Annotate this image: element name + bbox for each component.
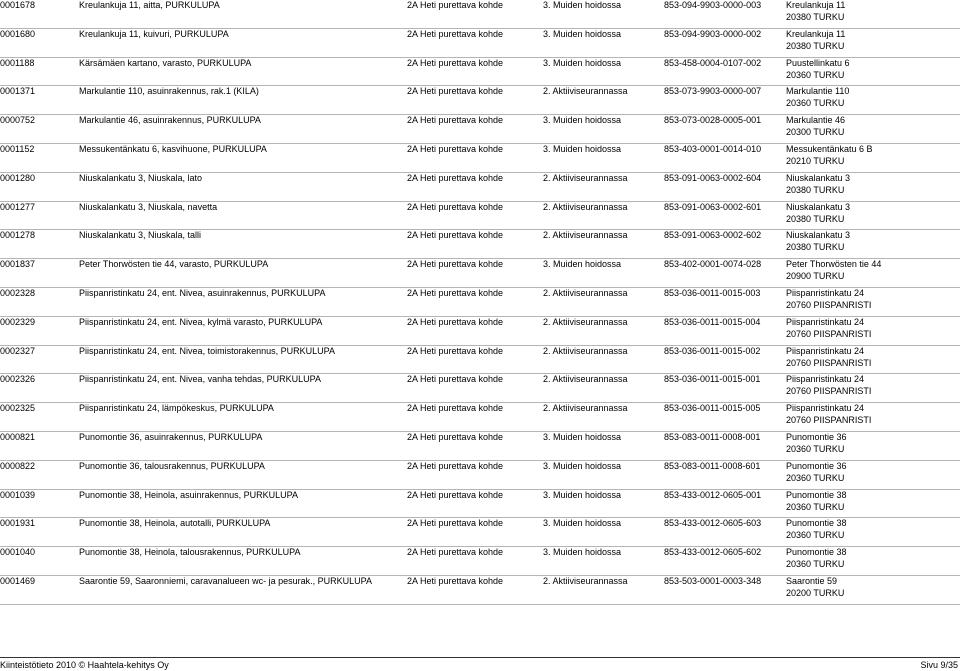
street-address: Piispanristinkatu 24: [786, 345, 865, 356]
demolition-status: 2A Heti purettava kohde: [407, 316, 504, 327]
maintenance-group: 3. Muiden hoidossa: [543, 143, 622, 154]
table-row: [0, 86, 960, 115]
property-name: Niuskalankatu 3, Niuskala, navetta: [79, 201, 218, 212]
table-row: [0, 317, 960, 346]
street-address: Piispanristinkatu 24: [786, 403, 865, 414]
demolition-status: 2A Heti purettava kohde: [407, 259, 504, 270]
demolition-status: 2A Heti purettava kohde: [407, 403, 504, 414]
demolition-status: 2A Heti purettava kohde: [407, 431, 504, 442]
property-name: Piispanristinkatu 24, lämpökeskus, PURKULUPA: [79, 403, 274, 414]
property-name: Markulantie 46, asuinrakennus, PURKULUPA: [79, 115, 261, 126]
table-row: [0, 490, 960, 519]
property-code: 853-433-0012-0605-602: [664, 547, 762, 558]
property-name: Kreulankuja 11, kuivuri, PURKULUPA: [79, 28, 229, 39]
table-row: [0, 461, 960, 490]
table-row: [0, 29, 960, 58]
property-code: 853-433-0012-0605-603: [664, 518, 762, 529]
property-id: 0001278: [0, 230, 36, 241]
postal-address: 20210 TURKU: [786, 155, 845, 166]
maintenance-group: 3. Muiden hoidossa: [543, 547, 622, 558]
table-row: [0, 518, 960, 547]
property-code: 853-073-0028-0005-001: [664, 115, 762, 126]
street-address: Puustellinkatu 6: [786, 57, 850, 68]
property-name: Peter Thorwösten tie 44, varasto, PURKULUPA: [79, 259, 269, 270]
maintenance-group: 2. Aktiiviseurannassa: [543, 230, 628, 241]
table-row: [0, 259, 960, 288]
property-id: 0001678: [0, 0, 36, 10]
demolition-status: 2A Heti purettava kohde: [407, 0, 504, 10]
street-address: Piispanristinkatu 24: [786, 374, 865, 385]
postal-address: 20760 PIISPANRISTI: [786, 386, 872, 397]
postal-address: 20360 TURKU: [786, 501, 845, 512]
table-row: [0, 58, 960, 87]
property-id: 0001040: [0, 547, 36, 558]
property-name: Kärsämäen kartano, varasto, PURKULUPA: [79, 57, 252, 68]
demolition-status: 2A Heti purettava kohde: [407, 547, 504, 558]
property-id: 0001837: [0, 259, 36, 270]
street-address: Messukentänkatu 6 B: [786, 143, 873, 154]
street-address: Markulantie 46: [786, 115, 846, 126]
property-name: Piispanristinkatu 24, ent. Nivea, asuinrakennus, PURKULUPA: [79, 287, 326, 298]
property-code: 853-091-0063-0002-604: [664, 172, 762, 183]
property-name: Piispanristinkatu 24, ent. Nivea, kylmä varasto, PURKULUPA: [79, 316, 323, 327]
maintenance-group: 3. Muiden hoidossa: [543, 57, 622, 68]
street-address: Piispanristinkatu 24: [786, 316, 865, 327]
street-address: Peter Thorwösten tie 44: [786, 259, 882, 270]
table-row: [0, 403, 960, 432]
property-id: 0002328: [0, 287, 36, 298]
property-id: 0002327: [0, 345, 36, 356]
demolition-status: 2A Heti purettava kohde: [407, 575, 504, 586]
demolition-status: 2A Heti purettava kohde: [407, 143, 504, 154]
property-code: 853-094-9903-0000-002: [664, 28, 762, 39]
demolition-status: 2A Heti purettava kohde: [407, 518, 504, 529]
property-code: 853-036-0011-0015-003: [664, 287, 761, 298]
property-id: 0001039: [0, 489, 36, 500]
property-id: 0000821: [0, 431, 36, 442]
street-address: Piispanristinkatu 24: [786, 287, 865, 298]
maintenance-group: 2. Aktiiviseurannassa: [543, 201, 628, 212]
property-code: 853-073-9903-0000-007: [664, 86, 762, 97]
demolition-status: 2A Heti purettava kohde: [407, 489, 504, 500]
table-row: [0, 288, 960, 317]
maintenance-group: 2. Aktiiviseurannassa: [543, 575, 628, 586]
property-id: 0002329: [0, 316, 36, 327]
postal-address: 20900 TURKU: [786, 271, 845, 282]
property-id: 0001680: [0, 28, 36, 39]
property-code: 853-083-0011-0008-601: [664, 460, 761, 471]
table-row: [0, 346, 960, 375]
street-address: Punomontie 38: [786, 489, 847, 500]
demolition-status: 2A Heti purettava kohde: [407, 460, 504, 471]
street-address: Punomontie 36: [786, 460, 847, 471]
street-address: Punomontie 36: [786, 431, 847, 442]
postal-address: 20760 PIISPANRISTI: [786, 357, 872, 368]
footer-divider: [0, 657, 960, 658]
property-code: 853-083-0011-0008-001: [664, 431, 761, 442]
property-code: 853-458-0004-0107-002: [664, 57, 762, 68]
postal-address: 20300 TURKU: [786, 127, 845, 138]
demolition-status: 2A Heti purettava kohde: [407, 287, 504, 298]
property-code: 853-036-0011-0015-001: [664, 374, 761, 385]
demolition-status: 2A Heti purettava kohde: [407, 201, 504, 212]
property-name: Piispanristinkatu 24, ent. Nivea, toimistorakennus, PURKULUPA: [79, 345, 335, 356]
demolition-status: 2A Heti purettava kohde: [407, 28, 504, 39]
maintenance-group: 3. Muiden hoidossa: [543, 0, 622, 10]
postal-address: 20380 TURKU: [786, 213, 845, 224]
maintenance-group: 3. Muiden hoidossa: [543, 460, 622, 471]
property-name: Saarontie 59, Saaronniemi, caravanalueen wc- ja pesurak., PURKULUPA: [79, 575, 372, 586]
postal-address: 20380 TURKU: [786, 184, 845, 195]
demolition-status: 2A Heti purettava kohde: [407, 57, 504, 68]
page-footer: [0, 657, 960, 671]
street-address: Punomontie 38: [786, 547, 847, 558]
property-code: 853-403-0001-0014-010: [664, 143, 762, 154]
postal-address: 20380 TURKU: [786, 40, 845, 51]
property-id: 0002326: [0, 374, 36, 385]
property-name: Punomontie 38, Heinola, autotalli, PURKULUPA: [79, 518, 271, 529]
property-id: 0002325: [0, 403, 36, 414]
maintenance-group: 2. Aktiiviseurannassa: [543, 287, 628, 298]
property-id: 0001371: [0, 86, 36, 97]
page-number: Sivu 9/35: [920, 660, 958, 670]
demolition-status: 2A Heti purettava kohde: [407, 172, 504, 183]
maintenance-group: 2. Aktiiviseurannassa: [543, 403, 628, 414]
maintenance-group: 3. Muiden hoidossa: [543, 518, 622, 529]
postal-address: 20360 TURKU: [786, 530, 845, 541]
street-address: Kreulankuja 11: [786, 28, 846, 39]
property-code: 853-402-0001-0074-028: [664, 259, 762, 270]
table-row: [0, 374, 960, 403]
property-name: Markulantie 110, asuinrakennus, rak.1 (KILA): [79, 86, 259, 97]
postal-address: 20360 TURKU: [786, 98, 845, 109]
property-code: 853-503-0001-0003-348: [664, 575, 762, 586]
maintenance-group: 2. Aktiiviseurannassa: [543, 345, 628, 356]
postal-address: 20760 PIISPANRISTI: [786, 415, 872, 426]
property-id: 0001931: [0, 518, 36, 529]
maintenance-group: 3. Muiden hoidossa: [543, 28, 622, 39]
property-code: 853-036-0011-0015-004: [664, 316, 761, 327]
property-id: 0001152: [0, 143, 35, 154]
maintenance-group: 3. Muiden hoidossa: [543, 115, 622, 126]
postal-address: 20380 TURKU: [786, 242, 845, 253]
postal-address: 20760 PIISPANRISTI: [786, 299, 872, 310]
postal-address: 20360 TURKU: [786, 472, 845, 483]
table-row: [0, 432, 960, 461]
property-code: 853-091-0063-0002-601: [664, 201, 762, 212]
property-code: 853-094-9903-0000-003: [664, 0, 762, 10]
maintenance-group: 3. Muiden hoidossa: [543, 489, 622, 500]
table-row: [0, 576, 960, 605]
street-address: Kreulankuja 11: [786, 0, 846, 10]
street-address: Niuskalankatu 3: [786, 172, 851, 183]
table-row: [0, 547, 960, 576]
street-address: Punomontie 38: [786, 518, 847, 529]
postal-address: 20360 TURKU: [786, 69, 845, 80]
table-row: [0, 230, 960, 259]
footer-copyright: Kiinteistötieto 2010 © Haahtela-kehitys Oy: [0, 660, 169, 670]
property-id: 0001469: [0, 575, 36, 586]
postal-address: 20380 TURKU: [786, 12, 845, 22]
street-address: Saarontie 59: [786, 575, 838, 586]
demolition-status: 2A Heti purettava kohde: [407, 230, 504, 241]
property-id: 0000822: [0, 460, 36, 471]
table-row: [0, 173, 960, 202]
table-row: [0, 115, 960, 144]
demolition-status: 2A Heti purettava kohde: [407, 374, 504, 385]
postal-address: 20760 PIISPANRISTI: [786, 328, 872, 339]
postal-address: 20360 TURKU: [786, 443, 845, 454]
table-row: [0, 144, 960, 173]
postal-address: 20360 TURKU: [786, 559, 845, 570]
property-name: Niuskalankatu 3, Niuskala, talli: [79, 230, 202, 241]
table-row: [0, 202, 960, 231]
property-id: 0000752: [0, 115, 36, 126]
demolition-status: 2A Heti purettava kohde: [407, 86, 504, 97]
maintenance-group: 3. Muiden hoidossa: [543, 431, 622, 442]
street-address: Niuskalankatu 3: [786, 230, 851, 241]
maintenance-group: 2. Aktiiviseurannassa: [543, 374, 628, 385]
table-row: [0, 0, 960, 29]
property-name: Kreulankuja 11, aitta, PURKULUPA: [79, 0, 220, 10]
maintenance-group: 2. Aktiiviseurannassa: [543, 86, 628, 97]
property-code: 853-091-0063-0002-602: [664, 230, 762, 241]
property-name: Niuskalankatu 3, Niuskala, lato: [79, 172, 203, 183]
street-address: Niuskalankatu 3: [786, 201, 851, 212]
property-name: Punomontie 36, asuinrakennus, PURKULUPA: [79, 431, 263, 442]
property-name: Punomontie 38, Heinola, talousrakennus, PURKULUPA: [79, 547, 301, 558]
maintenance-group: 2. Aktiiviseurannassa: [543, 172, 628, 183]
street-address: Markulantie 110: [786, 86, 850, 97]
maintenance-group: 3. Muiden hoidossa: [543, 259, 622, 270]
property-name: Piispanristinkatu 24, ent. Nivea, vanha tehdas, PURKULUPA: [79, 374, 321, 385]
property-id: 0001188: [0, 57, 35, 68]
demolition-status: 2A Heti purettava kohde: [407, 115, 504, 126]
property-name: Messukentänkatu 6, kasvihuone, PURKULUPA: [79, 143, 267, 154]
property-code: 853-036-0011-0015-002: [664, 345, 761, 356]
property-name: Punomontie 36, talousrakennus, PURKULUPA: [79, 460, 265, 471]
postal-address: 20200 TURKU: [786, 587, 845, 598]
property-code: 853-036-0011-0015-005: [664, 403, 761, 414]
property-name: Punomontie 38, Heinola, asuinrakennus, PURKULUPA: [79, 489, 298, 500]
property-id: 0001277: [0, 201, 36, 212]
demolition-status: 2A Heti purettava kohde: [407, 345, 504, 356]
property-id: 0001280: [0, 172, 36, 183]
maintenance-group: 2. Aktiiviseurannassa: [543, 316, 628, 327]
property-code: 853-433-0012-0605-001: [664, 489, 762, 500]
